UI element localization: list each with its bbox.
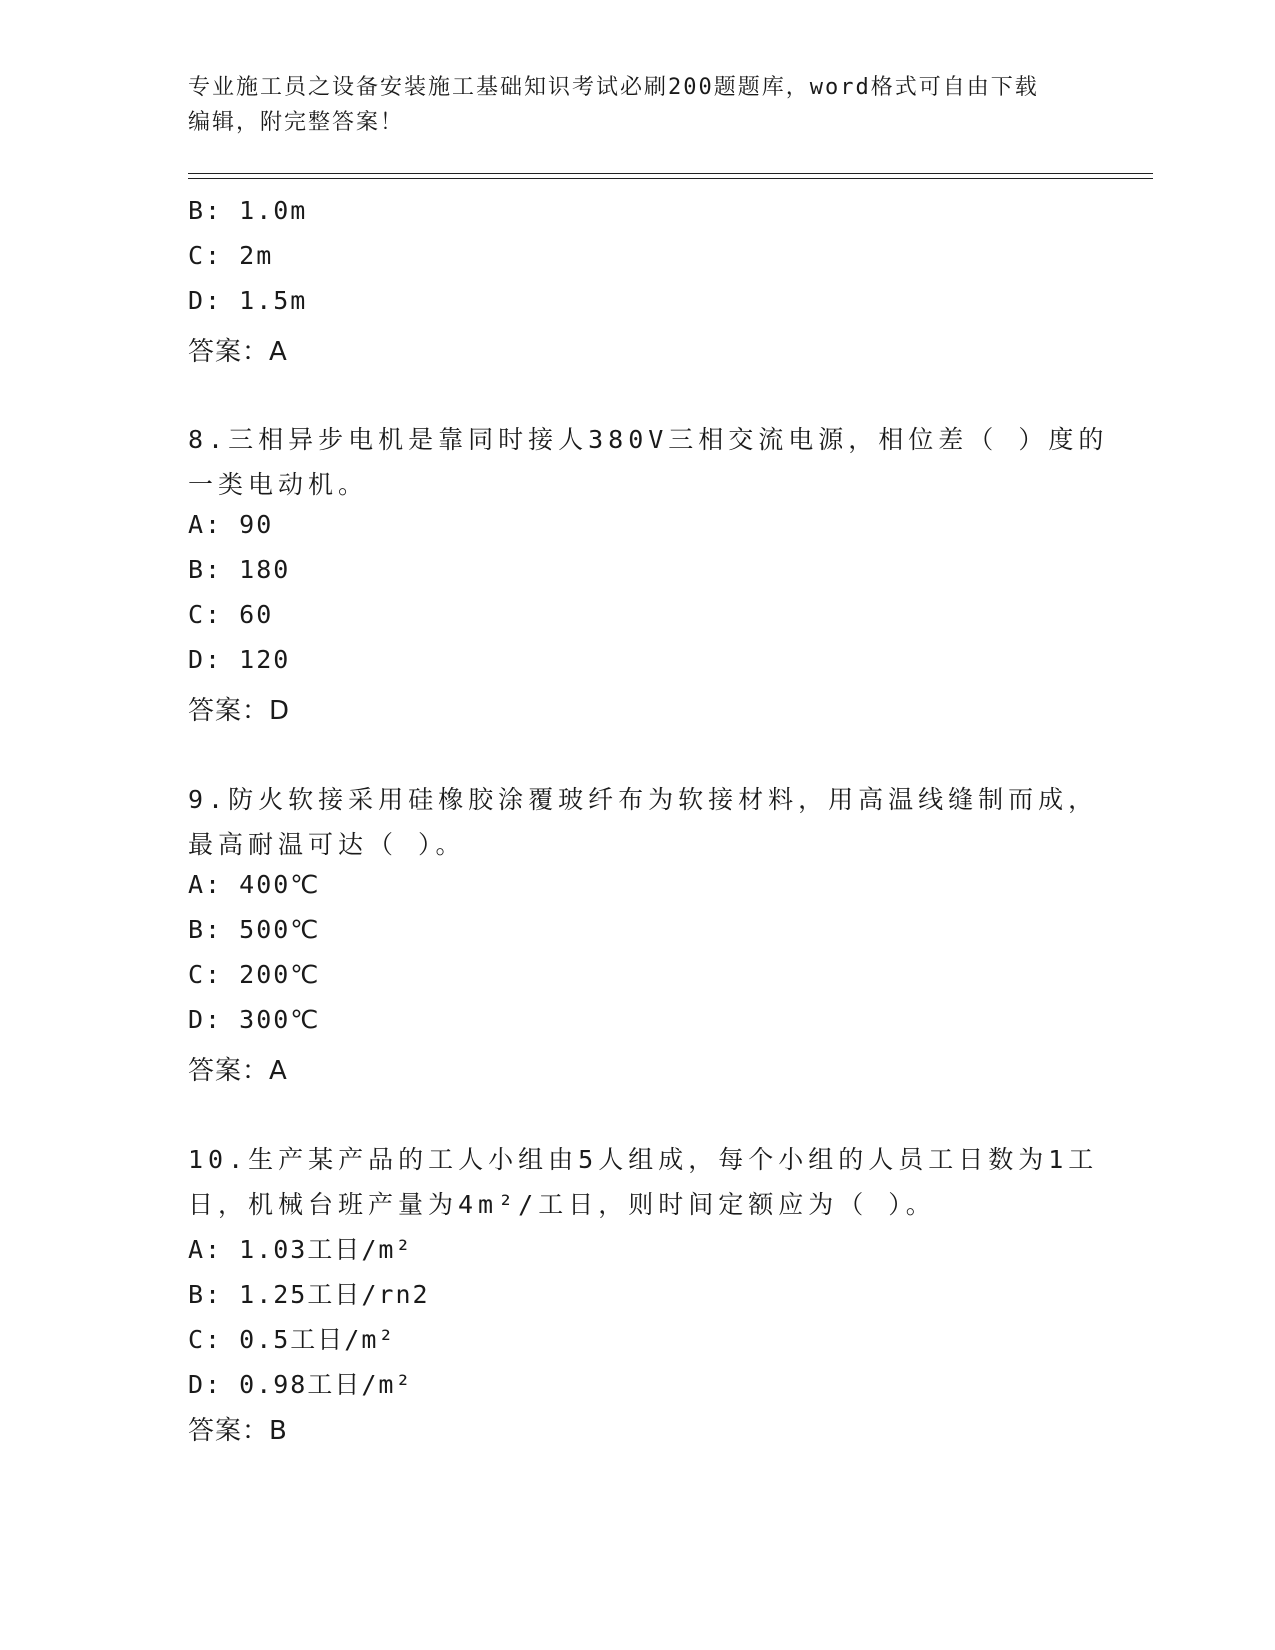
q9-answer: 答案：A xyxy=(188,1056,288,1086)
q8-stem-line-1: 8.三相异步电机是靠同时接人380V三相交流电源，相位差（ ）度的 xyxy=(188,425,1109,454)
q10-stem-line-1: 10.生产某产品的工人小组由5人组成，每个小组的人员工日数为1工 xyxy=(188,1145,1099,1174)
q7-option-c: C: 2m xyxy=(188,241,274,270)
q8-stem-line-2: 一类电动机。 xyxy=(188,470,369,499)
q10-stem-line-2: 日，机械台班产量为4m²/工日，则时间定额应为（ ）。 xyxy=(188,1190,936,1219)
header-rule-bottom xyxy=(188,178,1153,179)
header-rule-top xyxy=(188,173,1153,174)
q7-answer: 答案：A xyxy=(188,337,288,367)
q9-stem-line-1: 9.防火软接采用硅橡胶涂覆玻纤布为软接材料，用高温线缝制而成， xyxy=(188,785,1099,814)
document-header xyxy=(188,70,1068,140)
q10-option-b: B: 1.25工日/rn2 xyxy=(188,1280,430,1309)
header-line-1: 专业施工员之设备安装施工基础知识考试必刷200题题库，word格式可自由下载 xyxy=(188,75,1039,100)
q8-option-a: A: 90 xyxy=(188,510,274,539)
q9-option-a: A: 400℃ xyxy=(188,870,321,899)
q8-answer: 答案：D xyxy=(188,696,291,726)
q9-option-b: B: 500℃ xyxy=(188,915,321,944)
q10-option-c: C: 0.5工日/m² xyxy=(188,1325,396,1354)
q10-answer: 答案：B xyxy=(188,1416,288,1446)
q8-option-b: B: 180 xyxy=(188,555,291,584)
q7-option-b: B: 1.0m xyxy=(188,196,308,225)
q8-option-d: D: 120 xyxy=(188,645,291,674)
q9-option-c: C: 200℃ xyxy=(188,960,321,989)
q10-option-a: A: 1.03工日/m² xyxy=(188,1235,413,1264)
q7-option-d: D: 1.5m xyxy=(188,286,308,315)
header-line-2: 编辑，附完整答案！ xyxy=(188,110,405,135)
q9-option-d: D: 300℃ xyxy=(188,1005,321,1034)
q8-option-c: C: 60 xyxy=(188,600,274,629)
q9-stem-line-2: 最高耐温可达（ ）。 xyxy=(188,830,466,859)
q10-option-d: D: 0.98工日/m² xyxy=(188,1370,413,1399)
